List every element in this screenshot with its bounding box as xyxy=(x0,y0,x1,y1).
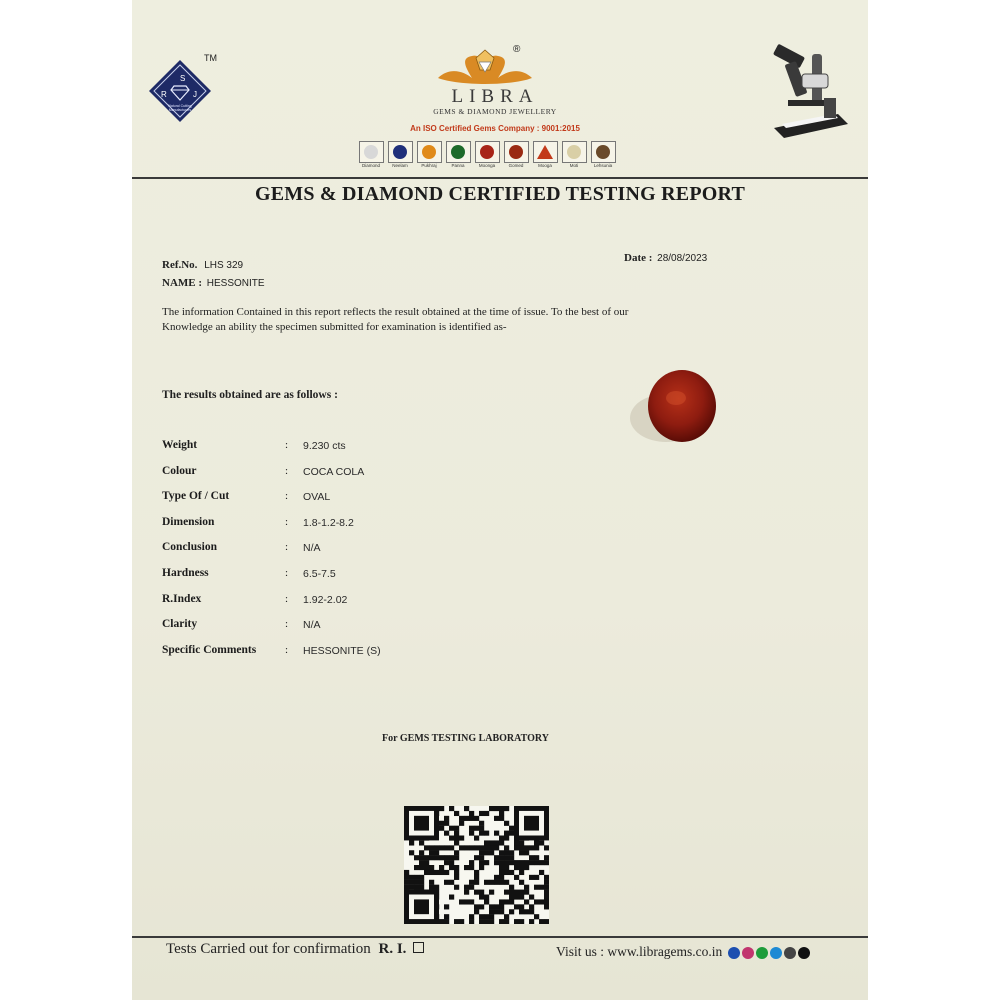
gem-tile xyxy=(387,141,413,168)
pinterest-icon[interactable] xyxy=(798,947,810,959)
gem-swatch-icon xyxy=(533,141,558,163)
srj-letter-r: R xyxy=(161,90,167,99)
result-colon: : xyxy=(285,516,289,528)
microscope xyxy=(768,44,854,140)
results-heading: The results obtained are as follows : xyxy=(162,389,338,401)
gem-caption: Diamond xyxy=(361,163,380,168)
qr-code-icon xyxy=(404,806,549,924)
registered-mark: ® xyxy=(513,44,521,55)
result-value: N/A xyxy=(303,542,321,554)
gem-tile xyxy=(590,141,616,168)
srj-letter-s: S xyxy=(180,74,186,83)
srj-logo xyxy=(147,58,213,124)
result-value: OVAL xyxy=(303,491,331,503)
result-label: Conclusion xyxy=(162,541,217,553)
trademark-mark: TM xyxy=(204,53,217,63)
name-line xyxy=(162,277,265,289)
whatsapp-icon[interactable] xyxy=(756,947,768,959)
gem-caption: Panna xyxy=(451,163,465,168)
hessonite-gem-icon xyxy=(626,364,722,454)
result-label: Specific Comments xyxy=(162,644,257,656)
gem-tile xyxy=(503,141,529,168)
date-line xyxy=(624,252,707,264)
srj-letter-j: J xyxy=(193,90,197,99)
result-value: HESSONITE (S) xyxy=(303,645,381,657)
social-icons xyxy=(728,947,810,959)
certificate-paper xyxy=(132,0,868,1000)
result-colon: : xyxy=(285,465,289,477)
result-colon: : xyxy=(285,644,289,656)
gem-swatch-icon xyxy=(475,141,500,163)
iso-certification: An ISO Certified Gems Company : 9001:2015 xyxy=(410,124,580,133)
tests-line xyxy=(166,941,424,958)
tests-code: R. I. xyxy=(378,941,407,957)
date-label: Date : xyxy=(624,252,653,264)
crown-diamond-icon xyxy=(430,48,540,90)
result-value: 9.230 cts xyxy=(303,440,346,452)
name-value: HESSONITE xyxy=(206,278,265,289)
gem-caption: Moonga xyxy=(478,163,496,168)
gem-swatch-icon xyxy=(446,141,471,163)
visit-label: Visit us : www.libragems.co.in xyxy=(556,944,723,959)
libra-subtitle: GEMS & DIAMOND JEWELLERY xyxy=(433,107,557,116)
ref-label: Ref.No. xyxy=(162,259,198,271)
intro-line-1: The information Contained in this report reflects the result obtained at the time of issue. To the best of our xyxy=(162,306,629,318)
gem-caption: Neelam xyxy=(392,163,408,168)
result-colon: : xyxy=(285,593,289,605)
gem-tile xyxy=(474,141,500,168)
result-label: Hardness xyxy=(162,567,209,579)
gem-swatch-icon xyxy=(591,141,616,163)
result-label: Weight xyxy=(162,439,198,451)
tests-label: Tests Carried out for confirmation xyxy=(166,941,371,957)
visit-line xyxy=(556,944,810,960)
result-value: N/A xyxy=(303,619,321,631)
gem-tile xyxy=(416,141,442,168)
instagram-icon[interactable] xyxy=(742,947,754,959)
youtube-icon[interactable] xyxy=(784,947,796,959)
result-label: Type Of / Cut xyxy=(162,490,230,502)
result-label: Clarity xyxy=(162,618,198,630)
gem-photo xyxy=(626,364,722,454)
gem-swatch-icon xyxy=(417,141,442,163)
checkbox-square-icon xyxy=(413,942,424,953)
result-colon: : xyxy=(285,490,289,502)
gem-caption: Pukhraj xyxy=(421,163,437,168)
intro-line-2: Knowledge an ability the specimen submitted for examination is identified as- xyxy=(162,321,507,333)
gem-strip xyxy=(358,141,616,168)
footer-divider xyxy=(132,936,868,938)
gem-tile xyxy=(561,141,587,168)
gem-caption: Gomed xyxy=(508,163,524,168)
result-label: Colour xyxy=(162,465,197,477)
diamond-logo-icon xyxy=(147,58,213,124)
result-label: Dimension xyxy=(162,516,215,528)
name-label: NAME : xyxy=(162,277,203,289)
header-divider xyxy=(132,177,868,179)
gem-caption: Moti xyxy=(569,163,579,168)
gem-swatch-icon xyxy=(504,141,529,163)
gem-swatch-icon xyxy=(388,141,413,163)
gem-caption: Mooga xyxy=(538,163,552,168)
result-value: COCA COLA xyxy=(303,466,365,478)
gem-tile xyxy=(358,141,384,168)
twitter-icon[interactable] xyxy=(770,947,782,959)
result-value: 1.92-2.02 xyxy=(303,594,348,606)
gem-tile xyxy=(532,141,558,168)
result-label: R.Index xyxy=(162,593,202,605)
result-value: 1.8-1.2-8.2 xyxy=(303,517,354,529)
date-value: 28/08/2023 xyxy=(657,253,708,264)
gem-tile xyxy=(445,141,471,168)
result-colon: : xyxy=(285,439,289,451)
libra-brand: LIBRA xyxy=(451,86,539,107)
srj-caption: Natural Cutting Manufacturers xyxy=(168,104,192,112)
intro-paragraph xyxy=(162,305,802,335)
microscope-icon xyxy=(768,44,854,140)
libra-crown xyxy=(430,48,540,90)
lab-line: For GEMS TESTING LABORATORY xyxy=(382,733,549,744)
report-title: GEMS & DIAMOND CERTIFIED TESTING REPORT xyxy=(255,183,745,205)
ref-value: LHS 329 xyxy=(204,260,244,271)
result-value: 6.5-7.5 xyxy=(303,568,336,580)
gem-swatch-icon xyxy=(359,141,384,163)
ref-line xyxy=(162,259,243,271)
gem-caption: Lehsunia xyxy=(593,163,613,168)
gem-swatch-icon xyxy=(562,141,587,163)
facebook-icon[interactable] xyxy=(728,947,740,959)
result-colon: : xyxy=(285,541,289,553)
qr-code xyxy=(404,806,549,924)
result-colon: : xyxy=(285,567,289,579)
result-colon: : xyxy=(285,618,289,630)
